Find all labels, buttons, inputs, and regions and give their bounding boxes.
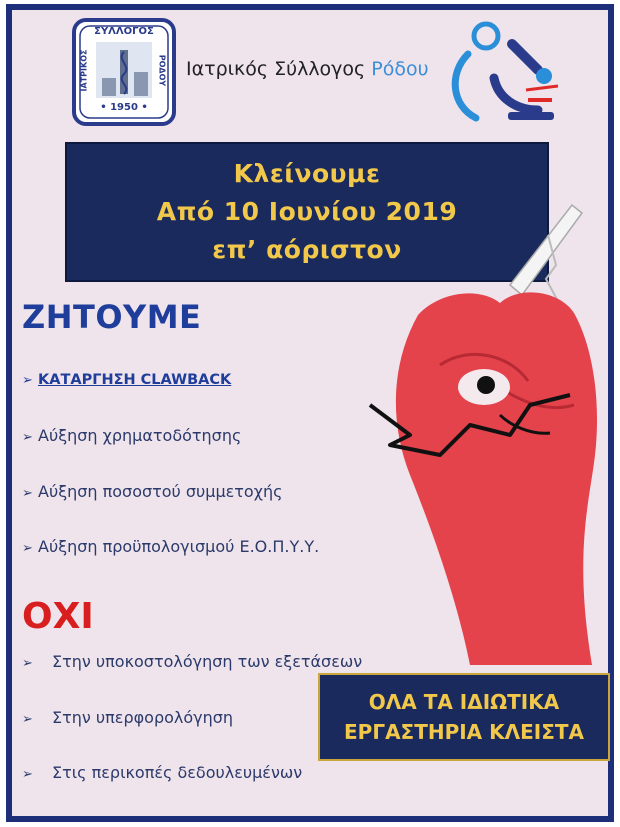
demands-heading: ΖΗΤΟΥΜΕ (22, 298, 202, 336)
arrow-bullet-icon: ➢ (22, 486, 33, 501)
demand-item-3 (22, 482, 283, 501)
demand-item-2 (22, 426, 241, 445)
refusal-item-2 (22, 708, 233, 727)
medical-association-seal-icon (72, 18, 176, 126)
arrow-bullet-icon: ➢ (22, 656, 33, 671)
arrow-bullet-icon: ➢ (22, 712, 33, 727)
closed-notice (318, 673, 610, 761)
refusal-item-2-text: Στην υπερφορολόγηση (52, 708, 234, 727)
demand-item-1-text: ΚΑΤΑΡΓΗΣΗ CLAWBACK (38, 372, 232, 388)
seal-year: • 1950 • (100, 102, 148, 113)
demand-item-1 (22, 372, 231, 388)
refusal-item-1-text: Στην υποκοστολόγηση των εξετάσεων (52, 652, 363, 671)
arrow-bullet-icon: ➢ (22, 767, 33, 782)
org-name (186, 58, 429, 80)
closed-notice-line-1: ΟΛΑ ΤΑ ΙΔΙΩΤΙΚΑ (368, 690, 560, 714)
banner-line-2: Από 10 Ιουνίου 2019 (156, 197, 458, 226)
raised-fist-icon (360, 195, 608, 675)
arrow-bullet-icon: ➢ (22, 430, 33, 445)
org-name-main: Ιατρικός Σύλλογος (186, 58, 366, 80)
arrow-bullet-icon: ➢ (22, 373, 33, 388)
banner-line-1: Κλείνουμε (233, 159, 381, 188)
seal-year-value: 1950 (110, 102, 138, 113)
refusal-item-3-text: Στις περικοπές δεδουλευμένων (52, 763, 303, 782)
seal-left-text: ΙΑΤΡΙΚΟΣ (79, 49, 89, 92)
arrow-bullet-icon: ➢ (22, 541, 33, 556)
refusals-heading: ΟΧΙ (22, 596, 94, 637)
org-name-city: Ρόδου (371, 58, 429, 80)
seal-top-text: ΣΥΛΛΟΓΟΣ (94, 26, 154, 37)
demand-item-2-text: Αύξηση χρηματοδότησης (38, 426, 242, 445)
refusal-item-1 (22, 652, 362, 671)
seal-right-text: ΡΟΔΟΥ (157, 54, 167, 87)
closed-notice-line-2: ΕΡΓΑΣΤΗΡΙΑ ΚΛΕΙΣΤΑ (344, 720, 584, 744)
demand-item-4-text: Αύξηση προϋπολογισμού Ε.Ο.Π.Υ.Υ. (38, 537, 320, 556)
banner-line-3: επ’ αόριστον (212, 235, 402, 264)
demand-item-4 (22, 537, 319, 556)
refusal-item-3 (22, 763, 302, 782)
demand-item-3-text: Αύξηση ποσοστού συμμετοχής (38, 482, 283, 501)
microscope-lab-icon (446, 14, 566, 134)
